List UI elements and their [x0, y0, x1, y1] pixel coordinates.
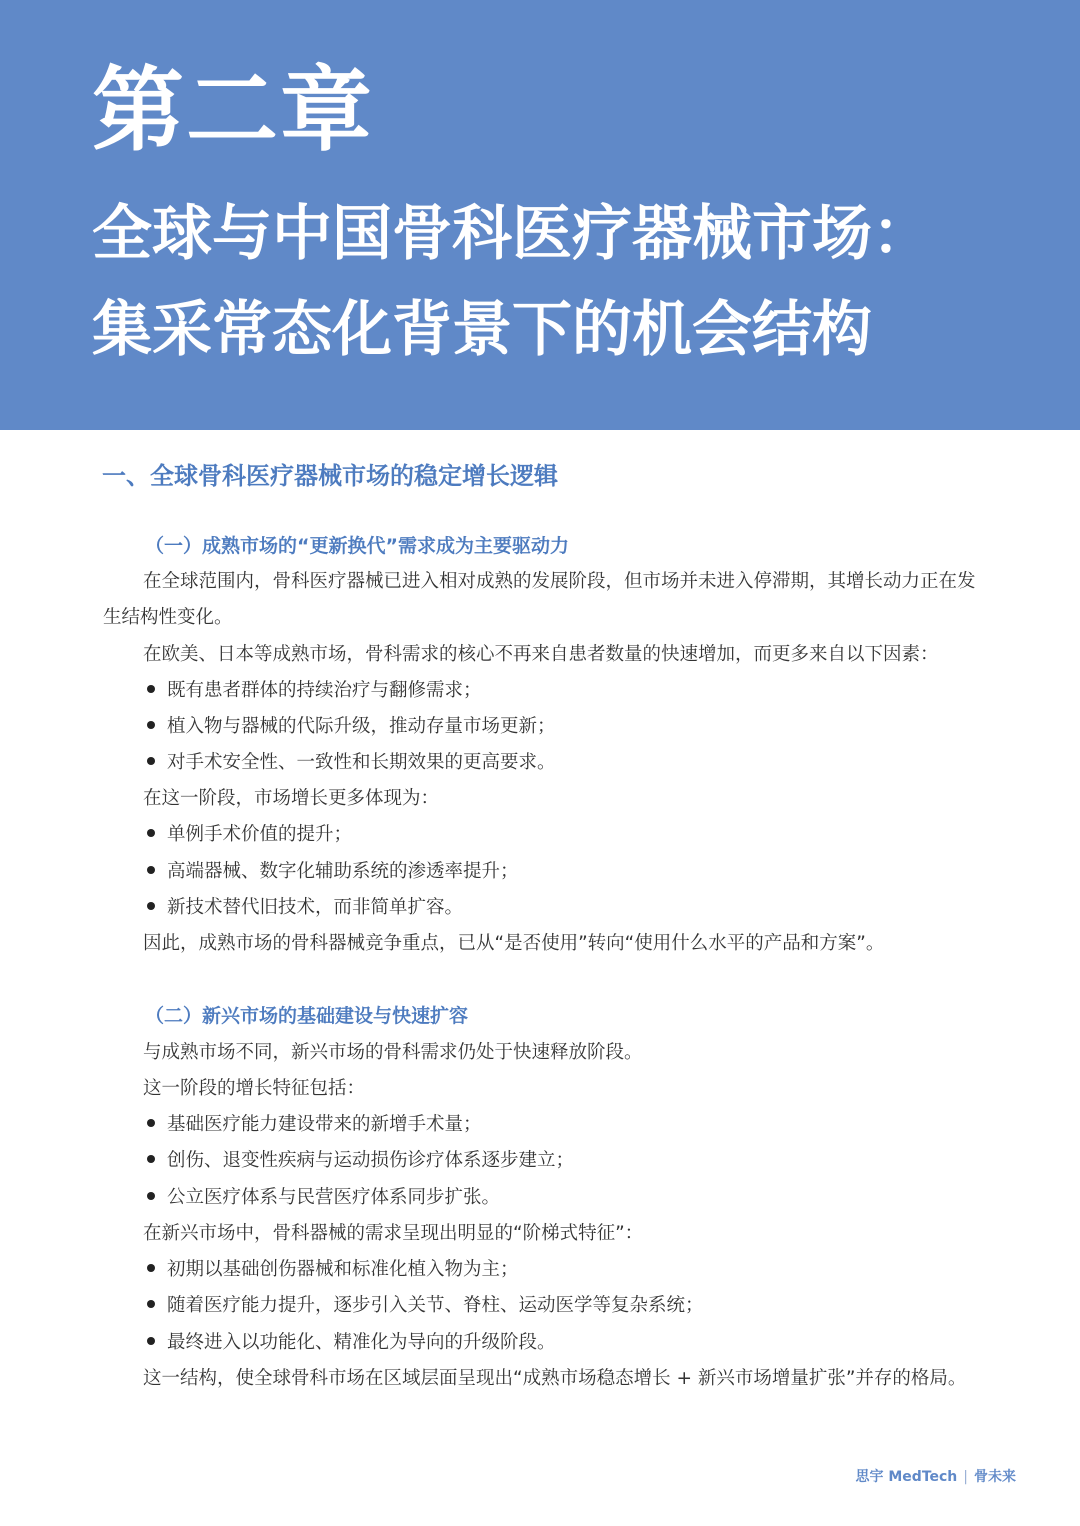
subsection-heading-1: （一）成熟市场的“更新换代”需求成为主要驱动力: [145, 535, 569, 557]
bullet-dot: [147, 902, 155, 910]
bullet-item: 植入物与器械的代际升级，推动存量市场更新；: [147, 709, 556, 745]
bullet-dot: [147, 1337, 155, 1345]
paragraph: 在新兴市场中，骨科器械的需求呈现出明显的“阶梯式特征”：: [143, 1223, 644, 1244]
footer-tag: 骨未来: [974, 1469, 1016, 1485]
chapter-title-line-2: 集采常态化背景下的机会结构: [92, 295, 872, 365]
bullet-dot: [147, 829, 155, 837]
bullet-item: 单例手术价值的提升；: [147, 817, 352, 853]
paragraph: 在全球范围内，骨科医疗器械已进入相对成熟的发展阶段，但市场并未进入停滞期，其增长动力正在发生结构性变化。: [103, 571, 976, 628]
bullet-item: 既有患者群体的持续治疗与翻修需求；: [147, 673, 482, 709]
bullet-dot: [147, 1119, 155, 1127]
page-footer: [856, 1465, 1017, 1489]
bullet-item: 公立医疗体系与民营医疗体系同步扩张。: [147, 1180, 500, 1216]
bullet-dot: [147, 1192, 155, 1200]
bullet-item: 新技术替代旧技术，而非简单扩容。: [147, 890, 463, 926]
footer-brand: 思宇 MedTech: [855, 1469, 958, 1485]
chapter-title-line-1: 全球与中国骨科医疗器械市场：: [92, 199, 932, 269]
paragraph: 这一阶段的增长特征包括：: [143, 1078, 366, 1099]
paragraph: 与成熟市场不同，新兴市场的骨科需求仍处于快速释放阶段。: [143, 1042, 643, 1063]
paragraph: 在欧美、日本等成熟市场，骨科需求的核心不再来自患者数量的快速增加，而更多来自以下因素：: [143, 644, 939, 665]
bullet-item: 随着医疗能力提升，逐步引入关节、脊柱、运动医学等复杂系统；: [147, 1288, 704, 1324]
footer-divider: |: [963, 1469, 968, 1485]
bullet-dot: [147, 1155, 155, 1163]
bullet-item: 对手术安全性、一致性和长期效果的更高要求。: [147, 745, 556, 781]
subsection-heading-2: （二）新兴市场的基础建设与快速扩容: [145, 1005, 469, 1027]
bullet-item: 初期以基础创伤器械和标准化植入物为主；: [147, 1252, 519, 1288]
bullet-dot: [147, 685, 155, 693]
chapter-banner: [0, 0, 1080, 430]
bullet-item: 创伤、退变性疾病与运动损伤诊疗体系逐步建立；: [147, 1143, 574, 1179]
bullet-dot: [147, 1264, 155, 1272]
bullet-dot: [147, 757, 155, 765]
paragraph: 因此，成熟市场的骨科器械竞争重点，已从“是否使用”转向“使用什么水平的产品和方案”。: [143, 933, 885, 954]
paragraph: 在这一阶段，市场增长更多体现为：: [143, 788, 440, 809]
chapter-number: 第二章: [92, 57, 375, 164]
section-heading: 一、全球骨科医疗器械市场的稳定增长逻辑: [102, 462, 558, 490]
bullet-dot: [147, 866, 155, 874]
bullet-item: 基础医疗能力建设带来的新增手术量；: [147, 1107, 482, 1143]
bullet-dot: [147, 721, 155, 729]
paragraph: 这一结构，使全球骨科市场在区域层面呈现出“成熟市场稳态增长 + 新兴市场增量扩张”并存的格局。: [143, 1368, 967, 1389]
bullet-item: 最终进入以功能化、精准化为导向的升级阶段。: [147, 1325, 556, 1361]
bullet-item: 高端器械、数字化辅助系统的渗透率提升；: [147, 854, 519, 890]
bullet-dot: [147, 1300, 155, 1308]
